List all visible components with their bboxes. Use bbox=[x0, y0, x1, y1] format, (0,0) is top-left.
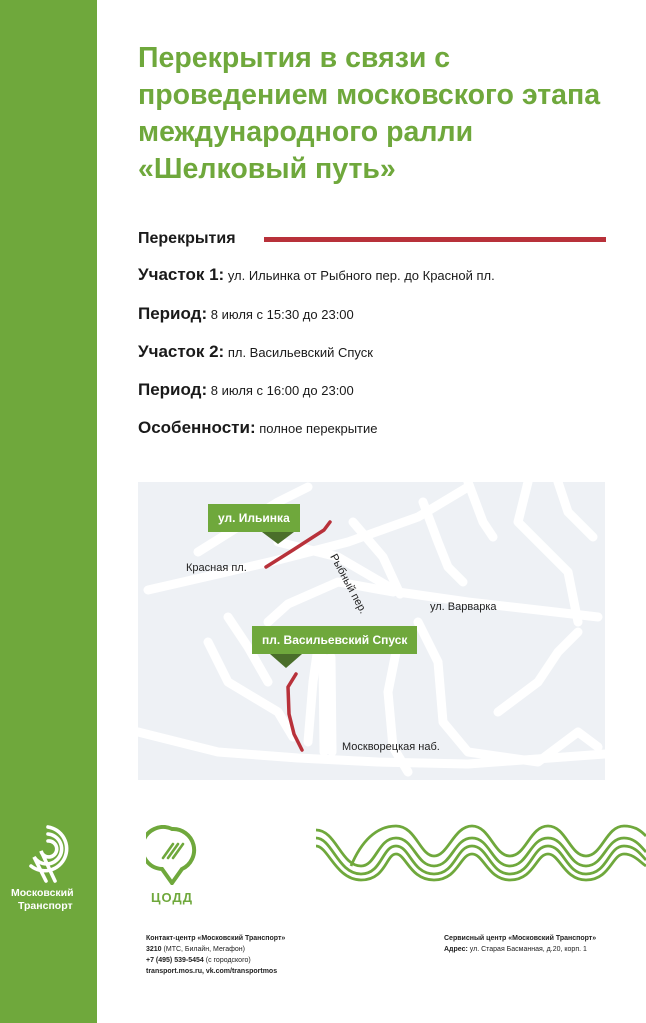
brand-name-line1: Московский bbox=[11, 887, 74, 899]
closure-map bbox=[138, 482, 605, 780]
callout-vasilyevsky bbox=[252, 626, 417, 654]
phone-number-note: (с городского) bbox=[205, 957, 251, 964]
label-krasnaya: Красная пл. bbox=[186, 562, 247, 574]
callout-vasilyevsky-text: пл. Васильевский Спуск bbox=[262, 633, 408, 647]
wave-ornament-icon bbox=[316, 822, 646, 882]
page-title: Перекрытия в связи с проведением московского этапа международного ралли «Шелковый путь» bbox=[138, 42, 601, 185]
address-value: ул. Старая Басманная, д.20, корп. 1 bbox=[469, 946, 587, 953]
section-1-row bbox=[138, 265, 495, 285]
website-links: transport.mos.ru, vk.com/transportmos bbox=[146, 968, 278, 975]
closure-legend-line bbox=[264, 237, 606, 242]
codd-label: ЦОДД bbox=[151, 890, 193, 905]
label-moskvoretskaya: Москворецкая наб. bbox=[342, 741, 440, 753]
short-number: 3210 bbox=[146, 946, 162, 953]
period-2-value: 8 июля с 16:00 до 23:00 bbox=[210, 383, 354, 398]
section-2-label: Участок 2: bbox=[138, 342, 225, 361]
callout-pointer bbox=[270, 654, 302, 668]
contact-center-block bbox=[146, 933, 285, 977]
label-rybny: Рыбный пер. bbox=[327, 552, 369, 616]
closures-heading: Перекрытия bbox=[138, 230, 236, 247]
period-1-value: 8 июля с 15:30 до 23:00 bbox=[210, 307, 354, 322]
short-number-note: (МТС, Билайн, Мегафон) bbox=[163, 946, 246, 953]
features-label: Особенности: bbox=[138, 418, 256, 437]
callout-pointer bbox=[262, 532, 294, 544]
service-center-title: Сервисный центр «Московский Транспорт» bbox=[444, 935, 597, 942]
contact-center-title: Контакт-центр «Московский Транспорт» bbox=[146, 935, 286, 942]
period-2-label: Период: bbox=[138, 380, 208, 399]
period-2-row bbox=[138, 380, 354, 400]
codd-logo-icon bbox=[146, 825, 198, 885]
callout-ilyinka-text: ул. Ильинка bbox=[218, 511, 290, 525]
period-1-label: Период: bbox=[138, 304, 208, 323]
features-value: полное перекрытие bbox=[259, 421, 378, 436]
section-2-value: пл. Васильевский Спуск bbox=[227, 345, 373, 360]
moscow-transport-logo-icon bbox=[22, 823, 74, 885]
address-label: Адрес: bbox=[444, 946, 468, 953]
service-center-block bbox=[444, 933, 596, 955]
period-1-row bbox=[138, 304, 354, 324]
phone-number: +7 (495) 539-5454 bbox=[146, 957, 204, 964]
section-1-value: ул. Ильинка от Рыбного пер. до Красной пл. bbox=[227, 268, 495, 283]
features-row bbox=[138, 418, 378, 438]
callout-ilyinka bbox=[208, 504, 300, 532]
label-varvarka: ул. Варварка bbox=[430, 601, 497, 613]
section-2-row bbox=[138, 342, 373, 362]
section-1-label: Участок 1: bbox=[138, 265, 225, 284]
brand-name-line2: Транспорт bbox=[18, 900, 73, 912]
